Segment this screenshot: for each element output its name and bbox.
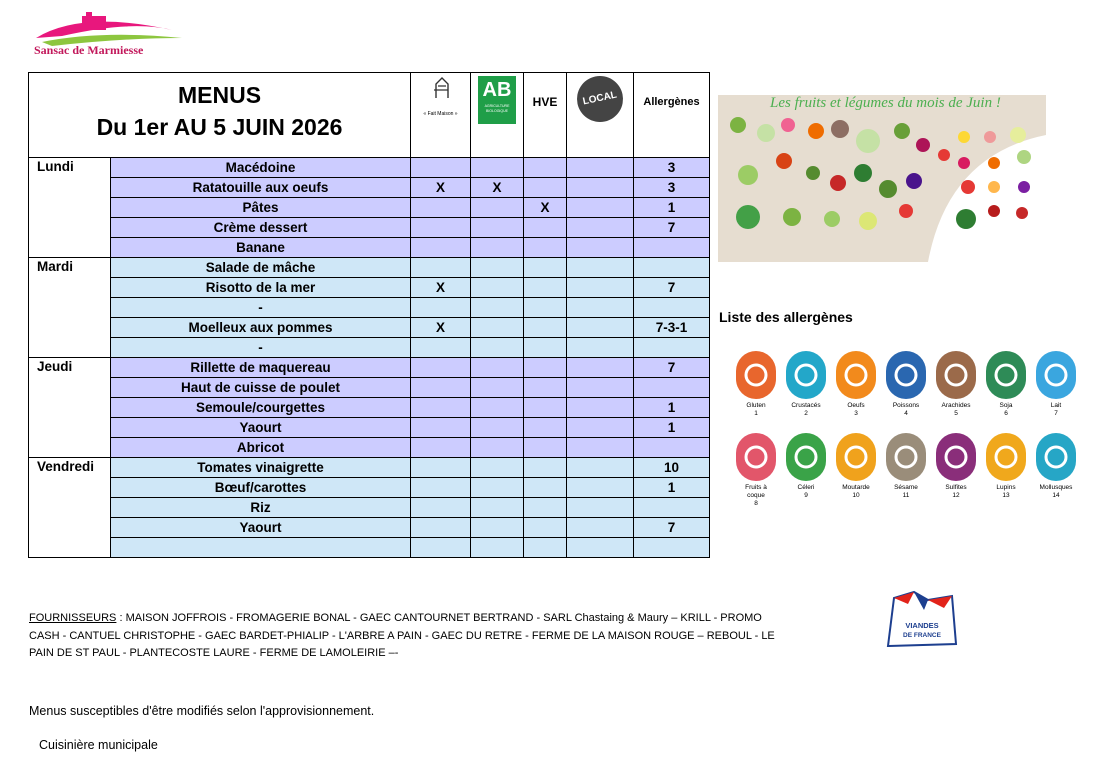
- menu-disclaimer: Menus susceptibles d'être modifiés selon l'approvisionnement.: [29, 704, 375, 718]
- label-hve: [524, 298, 567, 318]
- dish-name: [111, 538, 411, 558]
- vdf-line2: DE FRANCE: [903, 632, 941, 639]
- label-bio: [471, 218, 524, 238]
- allergen-number: 1: [754, 410, 758, 417]
- label-fm: [411, 418, 471, 438]
- allergen-number: 12: [952, 492, 960, 499]
- dish-name: Abricot: [111, 438, 411, 458]
- label-fm: [411, 338, 471, 358]
- dish-allergens: [634, 338, 710, 358]
- local-logo: [573, 72, 628, 127]
- label-fm: X: [411, 318, 471, 338]
- dish-name: Salade de mâche: [111, 258, 411, 278]
- day-name: Vendredi: [29, 458, 111, 558]
- dish-allergens: [634, 438, 710, 458]
- label-local: [567, 478, 634, 498]
- dish-allergens: [634, 498, 710, 518]
- mustard-icon: [836, 433, 876, 481]
- menu-row: [29, 178, 710, 198]
- label-bio: [471, 198, 524, 218]
- allergen-number: 2: [804, 410, 808, 417]
- label-local: [567, 238, 634, 258]
- menu-row: [29, 518, 710, 538]
- label-fm: [411, 478, 471, 498]
- label-bio: [471, 438, 524, 458]
- allergen-number: 3: [854, 410, 858, 417]
- label-fm: [411, 298, 471, 318]
- label-bio: [471, 458, 524, 478]
- dish-name: Bœuf/carottes: [111, 478, 411, 498]
- allergen-number: 11: [902, 492, 910, 499]
- allergen-name: Arachides: [941, 402, 971, 409]
- dish-name: Tomates vinaigrette: [111, 458, 411, 478]
- label-hve: [524, 398, 567, 418]
- menu-row: [29, 258, 710, 278]
- allergen-number: 6: [1004, 410, 1008, 417]
- allergen-item: [936, 351, 976, 418]
- label-bio: [471, 298, 524, 318]
- label-fm: [411, 398, 471, 418]
- dish-name: Semoule/courgettes: [111, 398, 411, 418]
- label-local: [567, 218, 634, 238]
- dish-name: Yaourt: [111, 518, 411, 538]
- allergen-name: Céleri: [797, 484, 815, 491]
- label-hve: [524, 358, 567, 378]
- dish-name: Risotto de la mer: [111, 278, 411, 298]
- menu-row: [29, 398, 710, 418]
- suppliers-paragraph: [29, 610, 779, 663]
- hve-header: [524, 73, 567, 158]
- allergen-name: Mollusques: [1039, 484, 1073, 491]
- menu-row: [29, 358, 710, 378]
- dish-allergens: [634, 538, 710, 558]
- label-bio: [471, 478, 524, 498]
- label-hve: [524, 418, 567, 438]
- label-hve: [524, 518, 567, 538]
- label-hve: [524, 438, 567, 458]
- dish-name: Haut de cuisse de poulet: [111, 378, 411, 398]
- allergens-header: [634, 73, 710, 158]
- label-bio: [471, 398, 524, 418]
- menu-table: [28, 72, 710, 558]
- dish-allergens: 7-3-1: [634, 318, 710, 338]
- menu-row: [29, 198, 710, 218]
- fish-icon: [886, 351, 926, 399]
- dish-name: Banane: [111, 238, 411, 258]
- label-fm: [411, 518, 471, 538]
- label-fm: [411, 538, 471, 558]
- label-local: [567, 538, 634, 558]
- label-bio: [471, 278, 524, 298]
- ab-logo-text: AB: [482, 79, 512, 101]
- menu-row: [29, 158, 710, 178]
- allergen-item: [836, 351, 876, 418]
- allergen-item: [986, 433, 1026, 500]
- allergen-number: 4: [904, 410, 908, 417]
- label-hve: [524, 158, 567, 178]
- local-logo-text: LOCAL: [581, 89, 618, 108]
- soy-icon: [986, 351, 1026, 399]
- label-fm: [411, 378, 471, 398]
- allergen-name: Sulfites: [945, 484, 967, 491]
- allergen-item: [1036, 351, 1076, 418]
- lupin-icon: [986, 433, 1026, 481]
- dish-name: Moelleux aux pommes: [111, 318, 411, 338]
- sesame-icon: [886, 433, 926, 481]
- label-local: [567, 158, 634, 178]
- menu-row: [29, 378, 710, 398]
- label-hve: X: [524, 198, 567, 218]
- dish-allergens: 1: [634, 418, 710, 438]
- label-local: [567, 398, 634, 418]
- dish-name: Pâtes: [111, 198, 411, 218]
- fait-maison-label: « Fait Maison »: [423, 111, 458, 117]
- label-fm: X: [411, 178, 471, 198]
- dish-allergens: [634, 258, 710, 278]
- label-local: [567, 258, 634, 278]
- ab-logo: [478, 76, 516, 124]
- dish-allergens: 10: [634, 458, 710, 478]
- allergen-number: 13: [1002, 492, 1010, 499]
- label-bio: [471, 498, 524, 518]
- label-fm: [411, 238, 471, 258]
- house-icon: [430, 76, 452, 100]
- label-bio: [471, 358, 524, 378]
- label-bio: [471, 158, 524, 178]
- celery-icon: [786, 433, 826, 481]
- dish-allergens: 7: [634, 278, 710, 298]
- dish-name: -: [111, 338, 411, 358]
- dish-name: -: [111, 298, 411, 318]
- nut-icon: [736, 433, 776, 481]
- allergen-name: Lait: [1050, 402, 1062, 409]
- label-local: [567, 418, 634, 438]
- menu-row: [29, 318, 710, 338]
- allergens-list-title: Liste des allergènes: [719, 309, 853, 325]
- menu-row: [29, 278, 710, 298]
- label-hve: [524, 538, 567, 558]
- label-hve: [524, 338, 567, 358]
- label-local: [567, 518, 634, 538]
- allergen-item: [786, 351, 826, 418]
- allergen-number: 9: [804, 492, 808, 499]
- crab-icon: [786, 351, 826, 399]
- dish-allergens: [634, 298, 710, 318]
- menu-dates: Du 1er AU 5 JUIN 2026: [96, 114, 343, 140]
- local-header: [567, 73, 634, 158]
- label-hve: [524, 498, 567, 518]
- produce-illustration: [718, 95, 1046, 262]
- label-fm: [411, 358, 471, 378]
- allergen-number: 10: [852, 492, 860, 499]
- label-bio: [471, 378, 524, 398]
- dish-name: Macédoine: [111, 158, 411, 178]
- menu-row: [29, 458, 710, 478]
- label-local: [567, 318, 634, 338]
- label-hve: [524, 218, 567, 238]
- allergen-number: 5: [954, 410, 958, 417]
- allergen-name: Moutarde: [842, 484, 870, 491]
- label-hve: [524, 458, 567, 478]
- dish-allergens: 1: [634, 398, 710, 418]
- egg-icon: [836, 351, 876, 399]
- label-hve: [524, 478, 567, 498]
- wheat-icon: [736, 351, 776, 399]
- label-bio: [471, 238, 524, 258]
- label-local: [567, 278, 634, 298]
- label-bio: [471, 518, 524, 538]
- allergen-item: [736, 351, 776, 418]
- allergen-number: 8: [754, 500, 758, 507]
- label-hve: [524, 318, 567, 338]
- suppliers-label: FOURNISSEURS: [29, 612, 117, 624]
- allergens-header-label: Allergènes: [643, 96, 700, 108]
- cook-signature: Cuisinière municipale: [39, 738, 158, 752]
- label-fm: [411, 458, 471, 478]
- seasonal-produce-image: [718, 95, 1046, 262]
- dish-allergens: 7: [634, 358, 710, 378]
- dish-name: Rillette de maquereau: [111, 358, 411, 378]
- label-fm: [411, 438, 471, 458]
- label-fm: [411, 498, 471, 518]
- day-name: Mardi: [29, 258, 111, 358]
- menu-row: [29, 298, 710, 318]
- menu-row: [29, 498, 710, 518]
- sulfite-icon: [936, 433, 976, 481]
- menu-row: [29, 238, 710, 258]
- menu-row: [29, 418, 710, 438]
- dish-name: Crème dessert: [111, 218, 411, 238]
- allergen-item: [886, 351, 926, 418]
- day-name: Lundi: [29, 158, 111, 258]
- label-bio: [471, 418, 524, 438]
- label-local: [567, 178, 634, 198]
- label-local: [567, 378, 634, 398]
- label-fm: [411, 218, 471, 238]
- dish-allergens: 7: [634, 518, 710, 538]
- menu-row: [29, 338, 710, 358]
- allergen-name: Fruits à coque: [745, 484, 767, 499]
- suppliers-list: : MAISON JOFFROIS - FROMAGERIE BONAL - GAEC CANTOURNET BERTRAND - SARL Chastaing & Maury – KRILL - PROMO CASH - CANTUEL CHRISTOPHE - GAEC BARDET-PHIALIP - L'ARBRE A PAIN - GAEC DU RETRE - FERME DE LA MAISON ROUGE – REBOUL - LE PAIN DE ST PAUL - PLANTECOSTE LAURE - FERME DE LAMOLEIRIE –-: [29, 612, 775, 659]
- ab-logo-sub: AGRICULTURE BIOLOGIQUE: [484, 104, 510, 113]
- allergen-name: Poissons: [892, 402, 920, 409]
- allergen-item: [1036, 433, 1076, 500]
- dish-name: Yaourt: [111, 418, 411, 438]
- dish-allergens: 1: [634, 198, 710, 218]
- hve-label: HVE: [532, 95, 558, 109]
- allergen-number: 14: [1052, 492, 1060, 499]
- day-name: Jeudi: [29, 358, 111, 458]
- menu-row: [29, 438, 710, 458]
- label-hve: [524, 178, 567, 198]
- label-local: [567, 198, 634, 218]
- dish-name: Ratatouille aux oeufs: [111, 178, 411, 198]
- shell-icon: [1036, 433, 1076, 481]
- bio-header: [471, 73, 524, 158]
- allergen-item: [936, 433, 976, 500]
- town-name: Sansac de Marmiesse: [34, 43, 144, 57]
- label-fm: [411, 258, 471, 278]
- dish-allergens: 7: [634, 218, 710, 238]
- dish-name: Riz: [111, 498, 411, 518]
- label-hve: [524, 258, 567, 278]
- label-bio: [471, 258, 524, 278]
- allergen-item: [986, 351, 1026, 418]
- label-local: [567, 298, 634, 318]
- allergen-item: [836, 433, 876, 500]
- fait-maison-header: [411, 73, 471, 158]
- label-local: [567, 458, 634, 478]
- peanut-icon: [936, 351, 976, 399]
- menu-row: [29, 478, 710, 498]
- menu-title: MENUS: [177, 82, 262, 108]
- label-fm: [411, 158, 471, 178]
- label-fm: X: [411, 278, 471, 298]
- label-local: [567, 498, 634, 518]
- allergen-name: Oeufs: [847, 402, 865, 409]
- dish-allergens: 3: [634, 158, 710, 178]
- allergen-name: Lupins: [996, 484, 1016, 491]
- allergen-name: Sésame: [894, 484, 918, 491]
- label-local: [567, 438, 634, 458]
- allergen-item: [786, 433, 826, 500]
- dish-allergens: [634, 378, 710, 398]
- allergen-number: 7: [1054, 410, 1058, 417]
- milk-icon: [1036, 351, 1076, 399]
- vdf-line1: VIANDES: [905, 621, 939, 630]
- dish-allergens: [634, 238, 710, 258]
- label-bio: [471, 538, 524, 558]
- label-hve: [524, 238, 567, 258]
- allergen-name: Gluten: [746, 402, 766, 409]
- allergen-item: [886, 433, 926, 500]
- label-hve: [524, 278, 567, 298]
- viandes-de-france-logo: [884, 588, 960, 650]
- menu-row: [29, 538, 710, 558]
- label-local: [567, 338, 634, 358]
- label-bio: X: [471, 178, 524, 198]
- dish-allergens: 3: [634, 178, 710, 198]
- label-bio: [471, 338, 524, 358]
- seasonal-produce-title: Les fruits et légumes du mois de Juin !: [770, 95, 1001, 111]
- menu-title-cell: [29, 73, 411, 158]
- menu-header-row: [29, 73, 710, 158]
- label-local: [567, 358, 634, 378]
- allergen-item: [736, 433, 776, 508]
- label-fm: [411, 198, 471, 218]
- dish-allergens: 1: [634, 478, 710, 498]
- label-bio: [471, 318, 524, 338]
- allergen-name: Soja: [999, 402, 1013, 409]
- menu-row: [29, 218, 710, 238]
- label-hve: [524, 378, 567, 398]
- allergen-name: Crustacés: [791, 402, 821, 409]
